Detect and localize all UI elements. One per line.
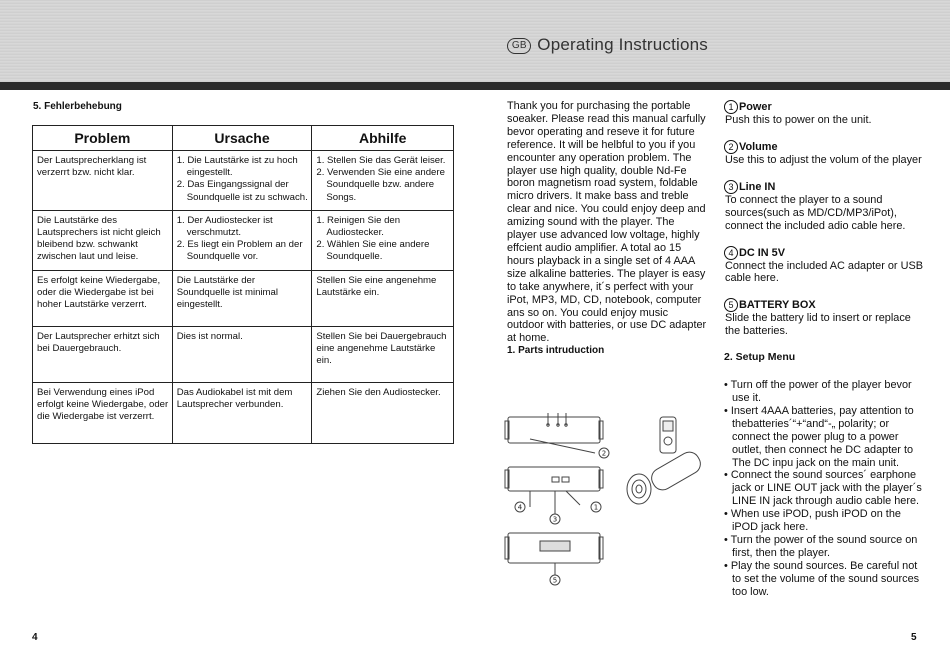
troubleshooting-table [32, 125, 454, 444]
part-number: 3 [724, 180, 738, 194]
remedy-cell [312, 151, 454, 211]
figure-label: 3 [552, 515, 558, 524]
problem-cell: Es erfolgt keine Wiedergabe, oder die Wiedergabe ist bei hoher Lautstärke verzerrt. [33, 270, 173, 326]
part-name: Power [739, 101, 772, 113]
remedy-item: 1. Reinigen Sie den Audiostecker. [316, 214, 401, 239]
part-number: 5 [724, 298, 738, 312]
page-number-right: 5 [911, 632, 917, 643]
remedy-cell: Ziehen Sie den Audiostecker. [312, 382, 454, 443]
header-banner [0, 0, 950, 88]
part-item [724, 100, 924, 127]
table-row [33, 326, 454, 382]
list-item: • Turn the power of the sound source on first, then the player. [724, 533, 918, 559]
figure-label: 2 [601, 449, 607, 458]
part-item [724, 140, 924, 167]
part-description: Connect the included AC adapter or USB cable here. [725, 259, 923, 285]
gb-badge: GB [507, 38, 531, 54]
cause-cell [172, 151, 312, 211]
remedy-cell [312, 210, 454, 270]
troubleshooting-heading: 5. Fehlerbehebung [33, 101, 122, 112]
parts-list [724, 100, 924, 598]
part-description: Push this to power on the unit. [725, 114, 872, 126]
remedy-item: 1. Stellen Sie das Gerät leiser. [316, 155, 446, 166]
part-number: 2 [724, 140, 738, 154]
cause-item: 2. Es liegt ein Problem an der Soundquelle vor. [176, 239, 303, 263]
cause-item: 1. Der Audiostecker ist verschmutzt. [176, 214, 273, 239]
remedy-item: 2. Wählen Sie eine andere Soundquelle. [316, 239, 430, 263]
part-name: Line IN [739, 180, 776, 193]
intro-paragraph: Thank you for purchasing the portable soeaker. Please read this manual carfully bevor operating and reseve it for future reference. It will be helbful to you if you encounter any operation problem. The player use high quality, double Nd-Fe boron magnetism road system, foldable micro drivers. It make bass and treble clear and nice. You could enjoy deep and amizing sound with the player. The player use advanced low voltage, highly effcient audio amplifier. A total ao 15 hours playback in a single set of 4 AAA size alkaline batteries. The player is easy to take anywhere, it´s perfect with your iPot, MP3, MD, CD, notebook, computer ans so on. You could enjoy music outdoor with batteries, or use DC adapter at home. [507, 100, 707, 345]
problem-cell: Der Lautsprecherklang ist verzerrt bzw. nicht klar. [33, 151, 173, 211]
remedy-cell: Stellen Sie bei Dauergebrauch eine angenehme Lautstärke ein. [312, 326, 454, 382]
parts-heading: 1. Parts intruduction [507, 345, 605, 356]
cause-cell [172, 210, 312, 270]
setup-steps [724, 379, 924, 598]
cause-item: 2. Das Eingangssignal der Soundquelle ist zu schwach. [176, 179, 308, 203]
header-stripe [0, 82, 950, 90]
cause-item: 1. Die Lautstärke ist zu hoch eingestellt. [176, 155, 298, 179]
table-row [33, 382, 454, 443]
table-row [33, 151, 454, 211]
title-text: Operating Instructions [537, 35, 708, 54]
problem-cell: Der Lautsprecher erhitzt sich bei Dauergebrauch. [33, 326, 173, 382]
table-row [33, 210, 454, 270]
list-item: • Play the sound sources. Be careful not to set the volume of the sound sources too low. [724, 559, 920, 598]
setup-heading: 2. Setup Menu [724, 351, 796, 364]
col-header-cause: Ursache [172, 126, 312, 151]
part-name: DC IN 5V [739, 246, 785, 259]
figure-label: 4 [517, 503, 523, 512]
remedy-cell: Stellen Sie eine angenehme Lautstärke ein. [312, 270, 454, 326]
part-number: 4 [724, 246, 738, 260]
part-number: 1 [724, 100, 738, 114]
list-item: • Insert 4AAA batteries, pay attention to thebatteries´“+“and“-„ polarity; or connect the power plug to a power outlet, then connect he DC adapter to The DC inpu jack on the main unit. [724, 404, 914, 469]
part-description: Use this to adjust the volum of the player [725, 153, 922, 166]
col-header-remedy: Abhilfe [312, 126, 454, 151]
list-item: • Turn off the power of the player bevor use it. [724, 379, 912, 404]
cause-cell: Dies ist normal. [172, 326, 312, 382]
col-header-problem: Problem [33, 126, 173, 151]
remedy-item: 2. Verwenden Sie eine andere Soundquelle bzw. andere Songs. [316, 167, 445, 203]
part-description: To connect the player to a sound sources(such as MD/CD/MP3/iPot), connect the included adio cable here. [725, 193, 906, 232]
page-title [507, 35, 708, 55]
cause-cell: Das Audiokabel ist mit dem Lautsprecher verbunden. [172, 382, 312, 443]
part-description: Slide the battery lid to insert or replace the batteries. [725, 312, 911, 338]
part-item [724, 180, 924, 233]
table-row [33, 270, 454, 326]
list-item: • When use iPOD, push iPOD on the iPOD jack here. [724, 508, 901, 534]
cause-cell: Die Lautstärke der Soundquelle ist minimal eingestellt. [172, 270, 312, 326]
list-item: • Connect the sound sources´ earphone jack or LINE OUT jack with the player´s LINE IN jack through audio cable here. [724, 469, 922, 508]
figure-label: 1 [593, 503, 599, 512]
problem-cell: Bei Verwendung eines iPod erfolgt keine Wiedergabe, oder die Wiedergabe ist verzerrt. [33, 382, 173, 443]
figure-label: 5 [552, 576, 558, 585]
part-item [724, 298, 924, 338]
page-number-left: 4 [32, 632, 38, 643]
part-item [724, 246, 924, 286]
part-name: BATTERY BOX [739, 299, 816, 312]
problem-cell: Die Lautstärke des Lautsprechers ist nicht gleich bleibend bzw. schwankt zwischen laut und leise. [33, 210, 173, 270]
parts-diagram [500, 405, 715, 605]
part-name: Volume [739, 140, 778, 153]
